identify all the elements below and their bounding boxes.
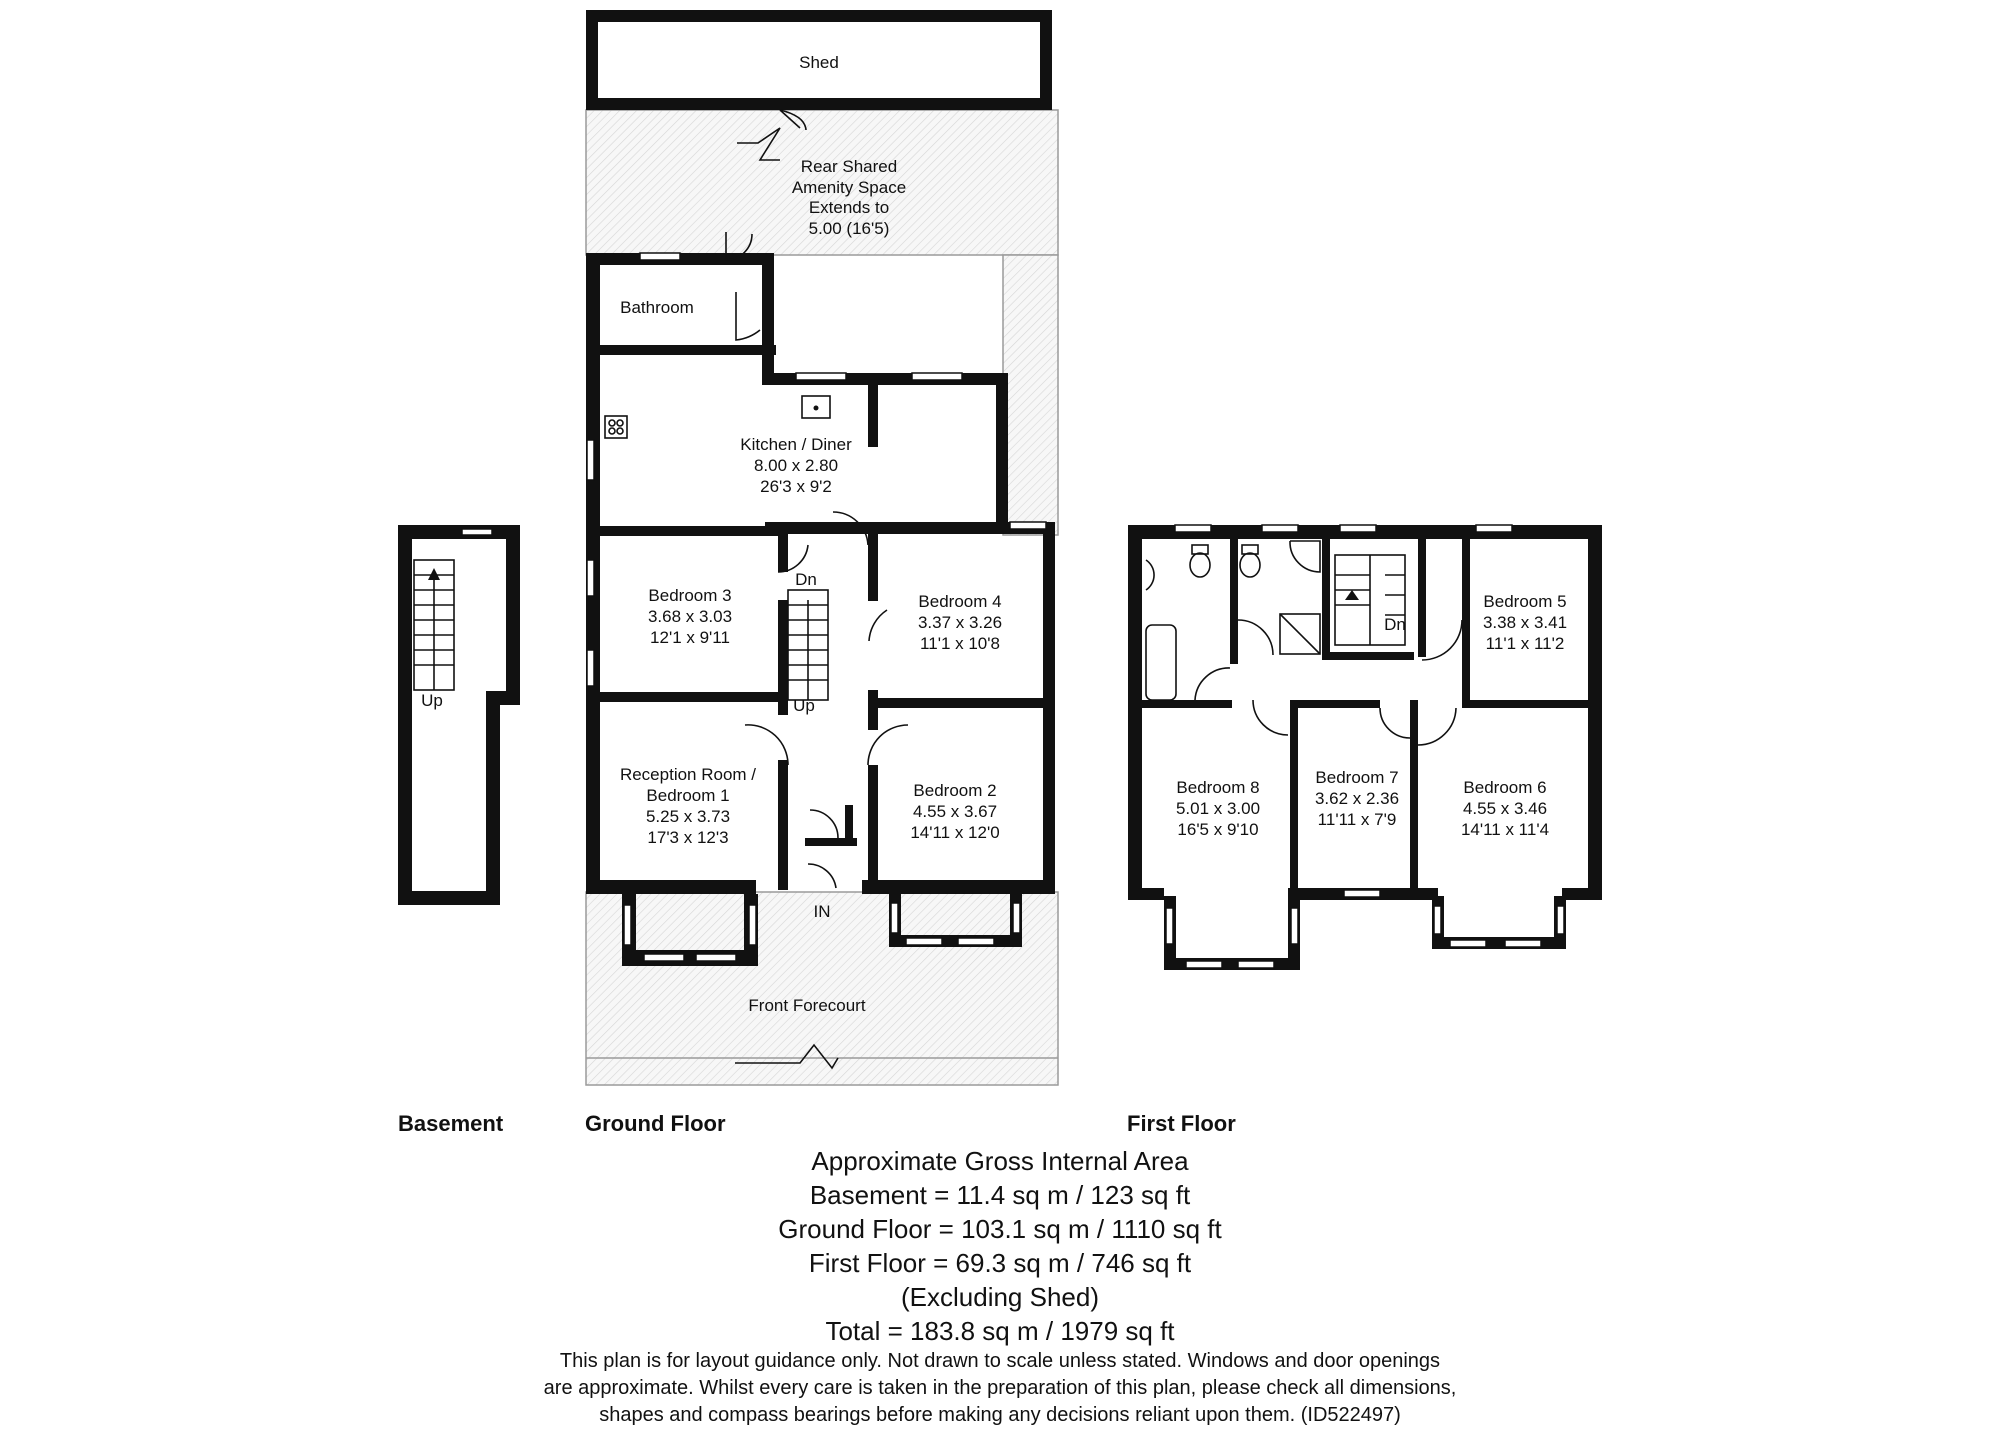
first-floor-plan [1128,525,1602,970]
bedroom-7-label [1315,768,1399,829]
area-summary [0,1144,2000,1429]
svg-text:11'11 x 7'9: 11'11 x 7'9 [1317,810,1397,829]
toilet [1190,553,1210,577]
disclaimer-line-2: are approximate. Whilst every care is taken in the preparation of this plan, please check all dimensions, [543,1377,1457,1399]
first-dn-label: Dn [1384,615,1406,634]
svg-text:5.00 (16'5): 5.00 (16'5) [808,219,890,238]
bedroom-8-label [1176,778,1260,839]
basin [1146,560,1154,590]
bathroom-label: Bathroom [620,298,694,317]
svg-text:Bedroom 8: Bedroom 8 [1176,778,1260,797]
svg-text:3.62 x 2.36: 3.62 x 2.36 [1314,789,1400,808]
first-floor-area: First Floor = 69.3 sq m / 746 sq ft [808,1248,1192,1278]
svg-text:4.55 x 3.46: 4.55 x 3.46 [1462,799,1548,818]
basement-up-label: Up [421,691,443,710]
svg-text:Amenity Space: Amenity Space [791,178,907,197]
ground-floor-plan [586,10,1058,1085]
first-bay-left [1164,896,1300,970]
bedroom-6-label [1461,778,1549,839]
total-area: Total = 183.8 sq m / 1979 sq ft [825,1316,1175,1346]
svg-text:14'11 x 11'4: 14'11 x 11'4 [1460,820,1550,839]
basement-stairs [414,560,454,690]
ground-up-label: Up [793,696,815,715]
bedroom-2-label [910,781,999,842]
svg-text:Bedroom 5: Bedroom 5 [1483,592,1567,611]
bathtub [1146,625,1176,700]
entrance-label: IN [813,902,831,921]
svg-text:4.55 x 3.67: 4.55 x 3.67 [912,802,998,821]
kitchen-hob [605,416,627,438]
first-floor-label: First Floor [1127,1111,1236,1136]
ground-dn-label: Dn [795,570,817,589]
svg-text:16'5 x 9'10: 16'5 x 9'10 [1177,820,1259,839]
svg-text:Reception Room /: Reception Room / [619,765,757,784]
reception-room-label [620,765,756,847]
svg-text:5.01 x 3.00: 5.01 x 3.00 [1175,799,1261,818]
basement-area: Basement = 11.4 sq m / 123 sq ft [809,1180,1191,1210]
bedroom-3-label [648,586,732,647]
svg-text:3.68 x 3.03: 3.68 x 3.03 [647,607,733,626]
excluding-shed-note: (Excluding Shed) [901,1282,1099,1312]
svg-text:11'1 x 11'2: 11'1 x 11'2 [1485,634,1565,653]
bedroom-4-label [918,592,1002,653]
svg-text:Kitchen / Diner: Kitchen / Diner [740,435,852,454]
svg-text:5.25 x 3.73: 5.25 x 3.73 [645,807,731,826]
shed-label: Shed [799,53,839,72]
ground-stairs [788,590,828,700]
svg-text:Extends to: Extends to [808,198,890,217]
svg-text:Rear Shared: Rear Shared [800,157,898,176]
ground-floor-area: Ground Floor = 103.1 sq m / 1110 sq ft [778,1214,1222,1244]
svg-text:Bedroom 3: Bedroom 3 [648,586,732,605]
svg-text:Bedroom 6: Bedroom 6 [1463,778,1547,797]
svg-text:Bedroom 2: Bedroom 2 [913,781,997,800]
svg-text:12'1 x 9'11: 12'1 x 9'11 [650,628,730,647]
rear-amenity-label [792,157,906,238]
front-forecourt-label: Front Forecourt [748,996,866,1015]
svg-text:3.37 x 3.26: 3.37 x 3.26 [917,613,1003,632]
svg-text:8.00 x 2.80: 8.00 x 2.80 [753,456,839,475]
basement-plan [398,525,520,905]
svg-text:3.38 x 3.41: 3.38 x 3.41 [1482,613,1568,632]
disclaimer-line-1: This plan is for layout guidance only. Not drawn to scale unless stated. Windows and door openings [559,1350,1441,1372]
svg-text:Bedroom 4: Bedroom 4 [918,592,1002,611]
svg-text:26'3 x 9'2: 26'3 x 9'2 [760,477,832,496]
first-outer-walls [1128,525,1602,900]
svg-text:14'11 x 12'0: 14'11 x 12'0 [910,823,1000,842]
area-heading: Approximate Gross Internal Area [811,1146,1189,1176]
disclaimer-line-3: shapes and compass bearings before making any decisions reliant upon them. (ID522497) [599,1404,1401,1426]
basement-floor-label: Basement [398,1111,504,1136]
kitchen-label [740,435,852,496]
svg-text:17'3 x 12'3: 17'3 x 12'3 [647,828,729,847]
svg-text:Bedroom 7: Bedroom 7 [1315,768,1399,787]
svg-text:Bedroom 1: Bedroom 1 [646,786,730,805]
bedroom-5-label [1483,592,1567,653]
ground-floor-label: Ground Floor [585,1111,726,1136]
svg-text:11'1 x 10'8: 11'1 x 10'8 [920,634,1000,653]
